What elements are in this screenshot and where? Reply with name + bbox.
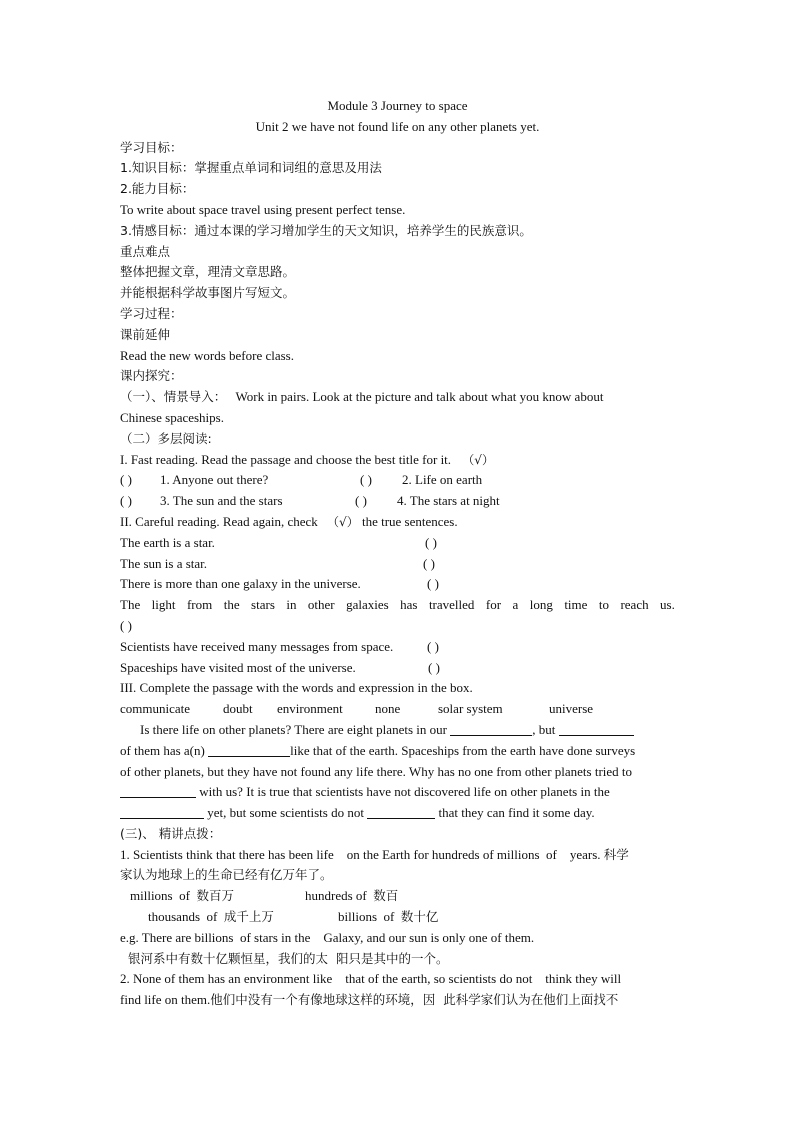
objectives-heading: 学习目标： <box>120 139 183 155</box>
word-box-item: environment <box>277 701 343 717</box>
answer-paren[interactable]: ( ) <box>427 576 439 592</box>
unit-title: Unit 2 we have not found life on any other planets yet. <box>255 118 540 134</box>
point-2-line-2 <box>120 990 675 1011</box>
passage-text: like that of the earth. Spaceships from the earth have done surveys <box>290 742 636 758</box>
lead-in-line <box>120 387 675 408</box>
check-mark-icon: （√） <box>462 452 494 467</box>
answer-paren[interactable]: ( ) <box>355 493 367 509</box>
check-mark-icon: （√） <box>327 514 359 529</box>
fast-reading-instruction <box>120 450 675 471</box>
key-point-1: 整体把握文章，理清文章思路。 <box>120 264 296 280</box>
vocab-row-2 <box>120 907 675 928</box>
point-1-translation: 家认为地球上的生命已经有亿万年了。 <box>120 867 333 883</box>
vocab-row-1 <box>120 886 675 907</box>
answer-paren[interactable]: ( ) <box>428 659 440 675</box>
pre-class-text: Read the new words before class. <box>120 347 294 363</box>
pre-class-heading: 课前延伸 <box>120 326 171 342</box>
statement-word: travelled <box>428 597 475 613</box>
careful-reading-instruction <box>120 512 675 533</box>
passage-line-3: of other planets, but they have not found any life there. Why has no one from other planets tried to <box>120 763 633 779</box>
knowledge-objective: 1.知识目标：掌握重点单词和词组的意思及用法 <box>120 160 382 176</box>
answer-paren[interactable]: ( ) <box>427 638 439 654</box>
point-2-line: 2. None of them has an environment like that of the earth, so scientists do not think they will <box>120 971 622 987</box>
passage-text: of them has a(n) <box>120 742 205 758</box>
careful-reading-text: II. Careful reading. Read again, check <box>120 513 318 529</box>
statement-word: us. <box>660 597 675 613</box>
option-text: 4. The stars at night <box>397 493 500 509</box>
statement-word: for <box>485 597 502 613</box>
complete-passage-instruction: III. Complete the passage with the words and expression in the box. <box>120 680 473 696</box>
blank-field[interactable] <box>367 804 435 819</box>
passage-text: Is there life on other planets? There are eight planets in our <box>140 721 447 737</box>
passage-line-4 <box>120 782 675 803</box>
statement-word: has <box>400 597 418 613</box>
passage-line-2 <box>120 741 675 762</box>
true-false-row-justified <box>120 595 675 616</box>
option-text: 2. Life on earth <box>402 472 483 488</box>
emotion-objective: 3.情感目标：通过本课的学习增加学生的天文知识，培养学生的民族意识。 <box>120 222 532 238</box>
point-1-cn-start: 科学 <box>603 846 629 862</box>
statement-word: reach <box>620 597 649 613</box>
answer-paren[interactable]: ( ) <box>120 617 132 633</box>
ability-objective-text: To write about space travel using present perfect tense. <box>120 201 406 217</box>
statement-text: Spaceships have visited most of the universe. <box>120 659 356 675</box>
true-false-row <box>120 637 675 658</box>
statement-word: galaxies <box>346 597 389 613</box>
blank-field[interactable] <box>208 742 290 757</box>
key-points-heading: 重点难点 <box>120 243 171 259</box>
statement-text: Scientists have received many messages from space. <box>120 638 394 654</box>
statement-word: The <box>120 597 141 613</box>
word-box-item: none <box>375 701 401 717</box>
blank-field[interactable] <box>120 804 204 819</box>
word-box-item: doubt <box>223 701 253 717</box>
statement-word: from <box>186 597 213 613</box>
vocab-item: hundreds of 数百 <box>305 888 399 904</box>
point-1-text: 1. Scientists think that there has been life on the Earth for hundreds of millions of years. <box>120 846 601 862</box>
lead-in-text-continued: Chinese spaceships. <box>120 409 224 425</box>
careful-reading-text-end: the true sentences. <box>361 513 458 529</box>
word-box-item: communicate <box>120 701 191 717</box>
passage-text: , but <box>532 721 556 737</box>
statement-text: There is more than one galaxy in the universe. <box>120 576 361 592</box>
point-2-translation: 他们中没有一个有像地球这样的环境，因 此科学家们认为在他们上面找不 <box>210 992 619 1008</box>
passage-text: that they can find it some day. <box>438 805 595 821</box>
passage-line-1 <box>120 720 675 741</box>
statement-text: The earth is a star. <box>120 534 215 550</box>
lead-in-label: （一）、情景导入： <box>120 389 227 405</box>
statement-word: in <box>286 597 297 613</box>
example-translation: 银河系中有数十亿颗恒星，我们的太 阳只是其中的一个。 <box>128 950 449 966</box>
blank-field[interactable] <box>120 783 196 798</box>
multilevel-reading-heading: （二）多层阅读: <box>120 430 212 446</box>
answer-paren[interactable]: ( ) <box>423 555 435 571</box>
passage-text: with us? It is true that scientists have not discovered life on other planets in the <box>199 784 610 800</box>
word-box <box>120 699 675 720</box>
true-false-row <box>120 554 675 575</box>
in-class-heading: 课内探究： <box>120 368 183 384</box>
statement-word: to <box>598 597 609 613</box>
key-point-2: 并能根据科学故事图片写短文。 <box>120 285 296 301</box>
worksheet <box>120 96 675 1011</box>
statement-word: stars <box>251 597 275 613</box>
statement-text: The sun is a star. <box>120 555 208 571</box>
answer-paren[interactable]: ( ) <box>425 534 437 550</box>
vocab-item: millions of 数百万 <box>130 888 234 904</box>
vocab-item: billions of 数十亿 <box>338 909 439 925</box>
passage-text: yet, but some scientists do not <box>207 805 364 821</box>
statement-word: a <box>512 597 519 613</box>
ability-objective-heading: 2.能力目标： <box>120 181 195 197</box>
true-false-row <box>120 533 675 554</box>
title-options-row-1 <box>120 470 675 491</box>
statement-word: light <box>151 597 176 613</box>
fast-reading-text: I. Fast reading. Read the passage and choose the best title for it. <box>120 451 452 467</box>
answer-paren[interactable]: ( ) <box>360 472 372 488</box>
statement-word: other <box>307 597 335 613</box>
true-false-row <box>120 658 675 679</box>
title-options-row-2 <box>120 491 675 512</box>
blank-field[interactable] <box>450 721 532 736</box>
statement-word: long <box>529 597 553 613</box>
answer-paren[interactable]: ( ) <box>120 472 132 488</box>
lead-in-text: Work in pairs. Look at the picture and talk about what you know about <box>235 389 604 405</box>
process-heading: 学习过程： <box>120 305 183 321</box>
statement-word: time <box>564 597 588 613</box>
true-false-row <box>120 574 675 595</box>
vocab-item: thousands of 成千上万 <box>148 909 274 925</box>
example-sentence: e.g. There are billions of stars in the Galaxy, and our sun is only one of them. <box>120 929 535 945</box>
blank-field[interactable] <box>559 721 634 736</box>
passage-line-5 <box>120 803 675 824</box>
answer-paren[interactable]: ( ) <box>120 493 132 509</box>
point-1-line <box>120 845 675 866</box>
point-2-text-end: find life on them. <box>120 992 211 1008</box>
explanation-heading: (三)、 精讲点拨： <box>120 825 222 841</box>
word-box-item: universe <box>549 701 594 717</box>
option-text: 3. The sun and the stars <box>160 493 283 509</box>
word-box-item: solar system <box>438 701 503 717</box>
option-text: 1. Anyone out there? <box>160 472 269 488</box>
module-title: Module 3 Journey to space <box>327 98 468 113</box>
true-false-paren-row <box>120 616 675 637</box>
statement-word: the <box>223 597 240 613</box>
